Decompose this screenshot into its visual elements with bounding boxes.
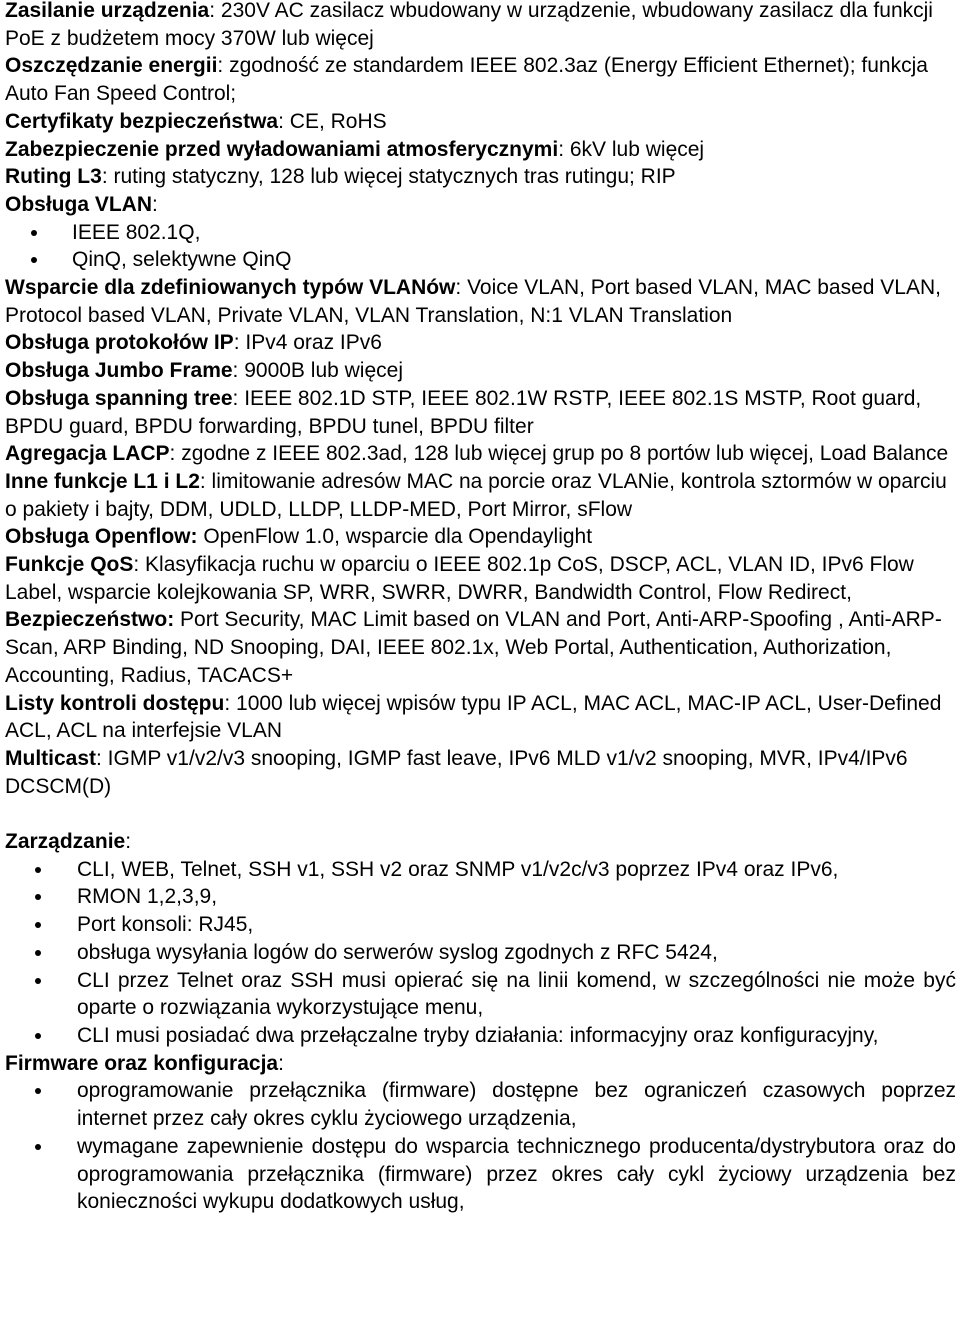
spec-value: OpenFlow 1.0, wsparcie dla Opendaylight (197, 525, 593, 549)
spec-label: Firmware oraz konfiguracja (5, 1051, 279, 1075)
vlan-list (5, 219, 956, 274)
spec-label: Obsługa Jumbo Frame (5, 359, 233, 383)
list-item-text: obsługa wysyłania logów do serwerów syslog zgodnych z RFC 5424, (77, 940, 718, 964)
bullet-icon (35, 950, 41, 956)
spec-value: : 9000B lub więcej (232, 359, 403, 383)
bullet-icon (31, 257, 37, 263)
list-item-text: wymagane zapewnienie dostępu do wsparcia technicznego producenta/dystrybutora oraz do oprogramowania przełącznika (firmware) przez okres cały cykl życiowy urządzenia bez konieczności wykupu dodatkowych usług, (77, 1134, 956, 1214)
spec-label: Multicast (5, 746, 97, 770)
bullet-icon (35, 978, 41, 984)
spec-value: : IPv4 oraz IPv6 (233, 331, 382, 355)
list-item (5, 856, 956, 884)
spec-value: : ruting statyczny, 128 lub więcej statycznych tras rutingu; RIP (101, 165, 676, 189)
spec-label: Certyfikaty bezpieczeństwa (5, 109, 279, 133)
spec-value: : IGMP v1/v2/v3 snooping, IGMP fast leave, IPv6 MLD v1/v2 snooping, MVR, IPv4/IPv6 DCSCM(D) (5, 746, 908, 798)
list-item-text: Port konsoli: RJ45, (77, 913, 254, 937)
spec-multicast (5, 745, 956, 800)
spec-vlan (5, 191, 956, 219)
list-item (5, 1133, 956, 1216)
list-item-text: CLI, WEB, Telnet, SSH v1, SSH v2 oraz SNMP v1/v2c/v3 poprzez IPv4 oraz IPv6, (77, 857, 839, 881)
bullet-icon (35, 1033, 41, 1039)
spec-value: : CE, RoHS (278, 109, 387, 133)
spec-firmware (5, 1050, 956, 1078)
spec-openflow (5, 523, 956, 551)
spec-surge-protection (5, 136, 956, 164)
spec-acl (5, 690, 956, 745)
spec-label: Inne funkcje L1 i L2 (5, 469, 200, 493)
list-item (5, 883, 956, 911)
spec-label: Zasilanie urządzenia (5, 0, 210, 22)
spec-routing-l3 (5, 163, 956, 191)
spec-value: : Voice VLAN, Port based VLAN, MAC based VLAN, Protocol based VLAN, Private VLAN, VLAN Translation, N:1 VLAN Translation (5, 276, 941, 327)
list-item (5, 219, 956, 247)
spec-label: Obsługa Openflow: (5, 525, 198, 549)
spec-value: : (278, 1051, 284, 1075)
list-item-text: IEEE 802.1Q, (72, 220, 201, 244)
spec-spanning-tree (5, 385, 956, 440)
spec-security (5, 606, 956, 689)
spec-value: : IEEE 802.1D STP, IEEE 802.1W RSTP, IEEE 802.1S MSTP, Root guard, BPDU guard, BPDU forwarding, BPDU tunel, BPDU filter (5, 386, 922, 438)
spec-value: : (152, 192, 158, 216)
spec-label: Funkcje QoS (5, 553, 134, 577)
list-item-text: RMON 1,2,3,9, (77, 885, 218, 909)
spec-label: Obsługa spanning tree (5, 386, 233, 410)
bullet-icon (35, 1088, 41, 1094)
list-item (5, 939, 956, 967)
list-item-text: CLI musi posiadać dwa przełączalne tryby działania: informacyjny oraz konfiguracyjny, (77, 1024, 879, 1047)
spec-value: : 230V AC zasilacz wbudowany w urządzenie, wbudowany zasilacz dla funkcji PoE z budżetem mocy 370W lub więcej (5, 0, 933, 50)
spec-label: Zabezpieczenie przed wyładowaniami atmosferycznymi (5, 137, 559, 161)
management-list (5, 856, 956, 1050)
bullet-icon (31, 230, 37, 236)
spec-value: : zgodność ze standardem IEEE 802.3az (Energy Efficient Ethernet); funkcja Auto Fan Speed Control; (5, 54, 928, 106)
spec-label: Listy kontroli dostępu (5, 691, 225, 715)
spec-value: : zgodne z IEEE 802.3ad, 128 lub więcej grup po 8 portów lub więcej, Load Balance (169, 442, 949, 466)
bullet-icon (35, 922, 41, 928)
list-item (5, 1077, 956, 1132)
spec-label: Obsługa VLAN (5, 192, 153, 216)
bullet-icon (35, 894, 41, 900)
spec-other-l1-l2 (5, 468, 956, 523)
spec-label: Zarządzanie (5, 830, 126, 854)
spec-lacp (5, 440, 956, 468)
list-item (5, 246, 956, 274)
firmware-list (5, 1077, 956, 1216)
spec-value: : 6kV lub więcej (558, 137, 705, 161)
spec-management (5, 828, 956, 856)
spec-jumbo-frame (5, 357, 956, 385)
list-item (5, 1022, 956, 1050)
spec-label: Oszczędzanie energii (5, 54, 218, 78)
spec-label: Wsparcie dla zdefiniowanych typów VLANów (5, 276, 456, 300)
spec-value: : (125, 830, 132, 854)
list-item-text: oprogramowanie przełącznika (firmware) dostępne bez ograniczeń czasowych poprzez internet przez cały okres cyklu życiowego urządzenia, (77, 1079, 956, 1131)
spec-certificates (5, 108, 956, 136)
spec-value: : Klasyfikacja ruchu w oparciu o IEEE 802.1p CoS, DSCP, ACL, VLAN ID, IPv6 Flow Label, wsparcie kolejkowania SP, WRR, SWRR, DWRR, Bandwidth Control, Flow Redirect, (5, 553, 914, 604)
spec-power (5, 0, 956, 52)
spec-label: Ruting L3 (5, 165, 102, 189)
spec-value: : limitowanie adresów MAC na porcie oraz VLANie, kontrola sztormów w oparciu o pakiety i bajty, DDM, UDLD, LLDP, LLDP-MED, Port Mirror, sFlow (5, 469, 947, 521)
spec-ip-protocols (5, 329, 956, 357)
spec-energy-saving (5, 52, 956, 107)
list-item-text: CLI przez Telnet oraz SSH musi opierać się na linii komend, w szczególności nie może być oparte o rozwiązania wykorzystujące menu, (77, 968, 956, 1020)
spec-label: Bezpieczeństwo: (5, 608, 175, 632)
spec-qos (5, 551, 956, 606)
bullet-icon (35, 1144, 41, 1150)
list-item (5, 911, 956, 939)
spec-value: : 1000 lub więcej wpisów typu IP ACL, MAC ACL, MAC-IP ACL, User-Defined ACL, ACL na interfejsie VLAN (5, 691, 942, 743)
blank-line (5, 800, 956, 828)
bullet-icon (35, 867, 41, 873)
spec-vlan-types (5, 274, 956, 329)
list-item-text: QinQ, selektywne QinQ (72, 248, 292, 272)
spec-label: Agregacja LACP (5, 442, 170, 466)
spec-value: Port Security, MAC Limit based on VLAN and Port, Anti-ARP-Spoofing , Anti-ARP-Scan, ARP Binding, ND Snooping, DAI, IEEE 802.1x, Web Portal, Authentication, Authorization, Accounting, Radius, TACACS+ (5, 608, 942, 687)
spec-label: Obsługa protokołów IP (5, 331, 234, 355)
list-item (5, 967, 956, 1022)
